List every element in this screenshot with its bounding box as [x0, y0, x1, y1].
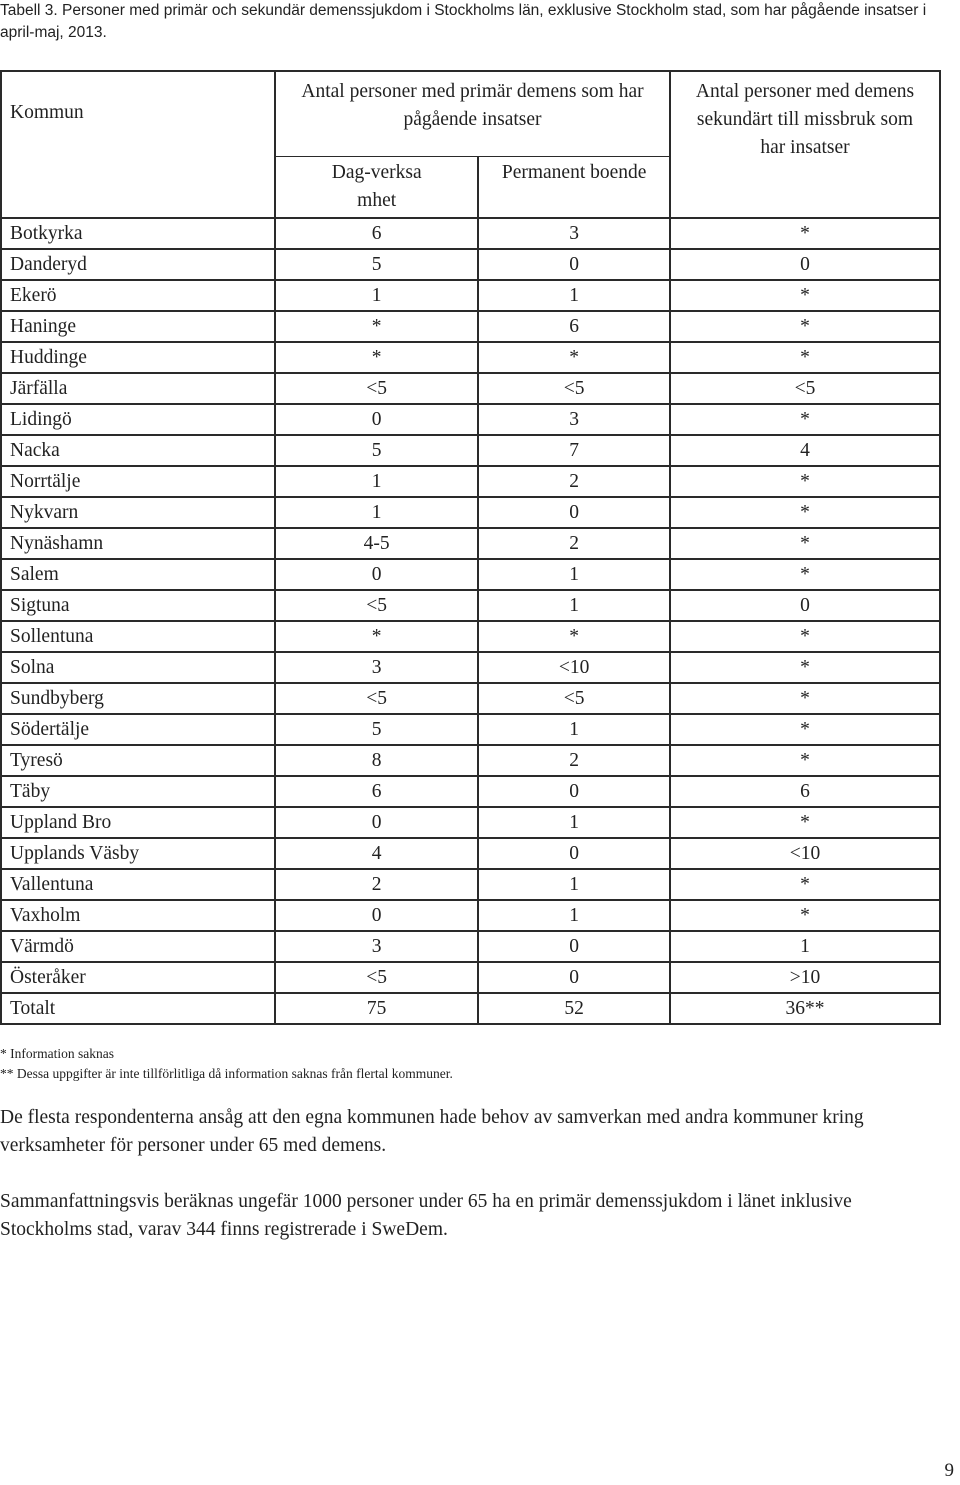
- table-row: [1, 466, 940, 497]
- cell-dagverksamhet: 0: [275, 807, 478, 838]
- paragraph-sammanfattning: Sammanfattningsvis beräknas ungefär 1000 personer under 65 ha en primär demenssjukdom i länet inklusive Stockholms stad, varav 344 finns registrerade i SweDem.: [0, 1191, 852, 1240]
- table-row: [1, 497, 940, 528]
- cell-dagverksamhet: 0: [275, 900, 478, 931]
- cell-sekundar: >10: [670, 962, 940, 993]
- table-row: [1, 621, 940, 652]
- cell-permanent-boende: <5: [478, 683, 670, 714]
- table-row: [1, 373, 940, 404]
- cell-permanent-boende: 52: [478, 993, 670, 1024]
- table-row: [1, 683, 940, 714]
- dementia-table: [0, 70, 941, 1025]
- cell-dagverksamhet: <5: [275, 962, 478, 993]
- cell-permanent-boende: 3: [478, 404, 670, 435]
- cell-dagverksamhet: 6: [275, 776, 478, 807]
- cell-sekundar: <5: [670, 373, 940, 404]
- cell-kommun: Sigtuna: [1, 590, 275, 621]
- cell-sekundar: 6: [670, 776, 940, 807]
- cell-dagverksamhet: *: [275, 621, 478, 652]
- table-header-row: [1, 71, 940, 157]
- cell-dagverksamhet: 6: [275, 218, 478, 249]
- header-kommun: Kommun: [1, 71, 275, 218]
- cell-permanent-boende: 2: [478, 466, 670, 497]
- table-row: [1, 745, 940, 776]
- cell-permanent-boende: 0: [478, 776, 670, 807]
- table-row: [1, 528, 940, 559]
- cell-sekundar: 1: [670, 931, 940, 962]
- cell-sekundar: 36**: [670, 993, 940, 1024]
- cell-dagverksamhet: 0: [275, 404, 478, 435]
- cell-kommun: Nynäshamn: [1, 528, 275, 559]
- cell-sekundar: *: [670, 745, 940, 776]
- cell-sekundar: *: [670, 311, 940, 342]
- table-row: [1, 218, 940, 249]
- cell-dagverksamhet: *: [275, 342, 478, 373]
- cell-dagverksamhet: 3: [275, 931, 478, 962]
- cell-kommun: Vallentuna: [1, 869, 275, 900]
- cell-permanent-boende: 1: [478, 714, 670, 745]
- page-number: 9: [944, 1460, 954, 1481]
- cell-sekundar: *: [670, 466, 940, 497]
- cell-permanent-boende: 1: [478, 559, 670, 590]
- cell-permanent-boende: 0: [478, 497, 670, 528]
- cell-sekundar: *: [670, 528, 940, 559]
- cell-sekundar: *: [670, 683, 940, 714]
- cell-kommun: Österåker: [1, 962, 275, 993]
- table-row: [1, 714, 940, 745]
- footnote-1: * Information saknas: [0, 1046, 114, 1061]
- table-row: [1, 404, 940, 435]
- cell-dagverksamhet: 4-5: [275, 528, 478, 559]
- table-row: [1, 311, 940, 342]
- table-row: [1, 559, 940, 590]
- cell-kommun: Danderyd: [1, 249, 275, 280]
- header-sekundar-demens: Antal personer med demens sekundärt till missbruk som har insatser: [670, 71, 940, 218]
- footnotes: [0, 1044, 453, 1084]
- cell-kommun: Täby: [1, 776, 275, 807]
- table-row: [1, 435, 940, 466]
- cell-permanent-boende: <5: [478, 373, 670, 404]
- cell-kommun: Totalt: [1, 993, 275, 1024]
- cell-sekundar: *: [670, 280, 940, 311]
- cell-sekundar: *: [670, 342, 940, 373]
- cell-dagverksamhet: *: [275, 311, 478, 342]
- cell-kommun: Sollentuna: [1, 621, 275, 652]
- cell-permanent-boende: *: [478, 621, 670, 652]
- cell-kommun: Botkyrka: [1, 218, 275, 249]
- cell-permanent-boende: 0: [478, 962, 670, 993]
- table-row: [1, 776, 940, 807]
- cell-kommun: Nacka: [1, 435, 275, 466]
- paragraph-samverkan: De flesta respondenterna ansåg att den egna kommunen hade behov av samverkan med andra kommuner kring verksamheter för personer under 65 med demens.: [0, 1107, 864, 1156]
- cell-sekundar: *: [670, 218, 940, 249]
- table-row: [1, 590, 940, 621]
- cell-sekundar: *: [670, 869, 940, 900]
- cell-kommun: Haninge: [1, 311, 275, 342]
- cell-sekundar: 4: [670, 435, 940, 466]
- cell-dagverksamhet: 8: [275, 745, 478, 776]
- cell-permanent-boende: 6: [478, 311, 670, 342]
- table-row: [1, 962, 940, 993]
- table-row: [1, 249, 940, 280]
- table-row: [1, 931, 940, 962]
- cell-sekundar: *: [670, 807, 940, 838]
- cell-dagverksamhet: 1: [275, 466, 478, 497]
- table-row: [1, 869, 940, 900]
- cell-kommun: Värmdö: [1, 931, 275, 962]
- cell-sekundar: <10: [670, 838, 940, 869]
- cell-permanent-boende: 0: [478, 931, 670, 962]
- table-row: [1, 652, 940, 683]
- subheader-dagverksamhet-label: Dag-verksamhet: [331, 162, 422, 211]
- cell-sekundar: *: [670, 714, 940, 745]
- subheader-permanent-boende: Permanent boende: [478, 157, 670, 219]
- table-row: [1, 838, 940, 869]
- cell-permanent-boende: 2: [478, 528, 670, 559]
- cell-kommun: Norrtälje: [1, 466, 275, 497]
- cell-permanent-boende: 3: [478, 218, 670, 249]
- cell-dagverksamhet: 5: [275, 435, 478, 466]
- cell-dagverksamhet: 5: [275, 714, 478, 745]
- table-row: [1, 342, 940, 373]
- cell-sekundar: *: [670, 404, 940, 435]
- table-row: [1, 807, 940, 838]
- cell-sekundar: 0: [670, 249, 940, 280]
- cell-dagverksamhet: 3: [275, 652, 478, 683]
- cell-sekundar: *: [670, 652, 940, 683]
- cell-permanent-boende: 0: [478, 249, 670, 280]
- cell-dagverksamhet: 5: [275, 249, 478, 280]
- cell-dagverksamhet: 0: [275, 559, 478, 590]
- cell-sekundar: 0: [670, 590, 940, 621]
- cell-kommun: Solna: [1, 652, 275, 683]
- cell-kommun: Huddinge: [1, 342, 275, 373]
- cell-kommun: Nykvarn: [1, 497, 275, 528]
- cell-permanent-boende: 1: [478, 590, 670, 621]
- cell-kommun: Upplands Väsby: [1, 838, 275, 869]
- cell-dagverksamhet: <5: [275, 590, 478, 621]
- footnote-2: ** Dessa uppgifter är inte tillförlitliga då information saknas från flertal kommuner.: [0, 1066, 453, 1081]
- cell-permanent-boende: <10: [478, 652, 670, 683]
- table-row: [1, 993, 940, 1024]
- cell-sekundar: *: [670, 621, 940, 652]
- cell-kommun: Salem: [1, 559, 275, 590]
- cell-kommun: Tyresö: [1, 745, 275, 776]
- cell-kommun: Lidingö: [1, 404, 275, 435]
- cell-permanent-boende: *: [478, 342, 670, 373]
- cell-dagverksamhet: 4: [275, 838, 478, 869]
- subheader-dagverksamhet: [275, 157, 478, 219]
- cell-sekundar: *: [670, 559, 940, 590]
- cell-permanent-boende: 7: [478, 435, 670, 466]
- cell-permanent-boende: 2: [478, 745, 670, 776]
- cell-kommun: Järfälla: [1, 373, 275, 404]
- cell-dagverksamhet: <5: [275, 373, 478, 404]
- table-row: [1, 280, 940, 311]
- cell-dagverksamhet: 1: [275, 280, 478, 311]
- cell-dagverksamhet: 1: [275, 497, 478, 528]
- cell-permanent-boende: 1: [478, 807, 670, 838]
- cell-sekundar: *: [670, 497, 940, 528]
- cell-permanent-boende: 0: [478, 838, 670, 869]
- header-primar-demens: Antal personer med primär demens som har pågående insatser: [275, 71, 670, 157]
- cell-kommun: Uppland Bro: [1, 807, 275, 838]
- cell-kommun: Sundbyberg: [1, 683, 275, 714]
- cell-permanent-boende: 1: [478, 900, 670, 931]
- table-caption: Tabell 3. Personer med primär och sekundär demenssjukdom i Stockholms län, exklusive Stockholm stad, som har pågående insatser i april-maj, 2013.: [0, 2, 927, 41]
- cell-sekundar: *: [670, 900, 940, 931]
- cell-dagverksamhet: 2: [275, 869, 478, 900]
- cell-kommun: Södertälje: [1, 714, 275, 745]
- cell-dagverksamhet: <5: [275, 683, 478, 714]
- cell-kommun: Ekerö: [1, 280, 275, 311]
- cell-dagverksamhet: 75: [275, 993, 478, 1024]
- cell-kommun: Vaxholm: [1, 900, 275, 931]
- cell-permanent-boende: 1: [478, 869, 670, 900]
- cell-permanent-boende: 1: [478, 280, 670, 311]
- table-row: [1, 900, 940, 931]
